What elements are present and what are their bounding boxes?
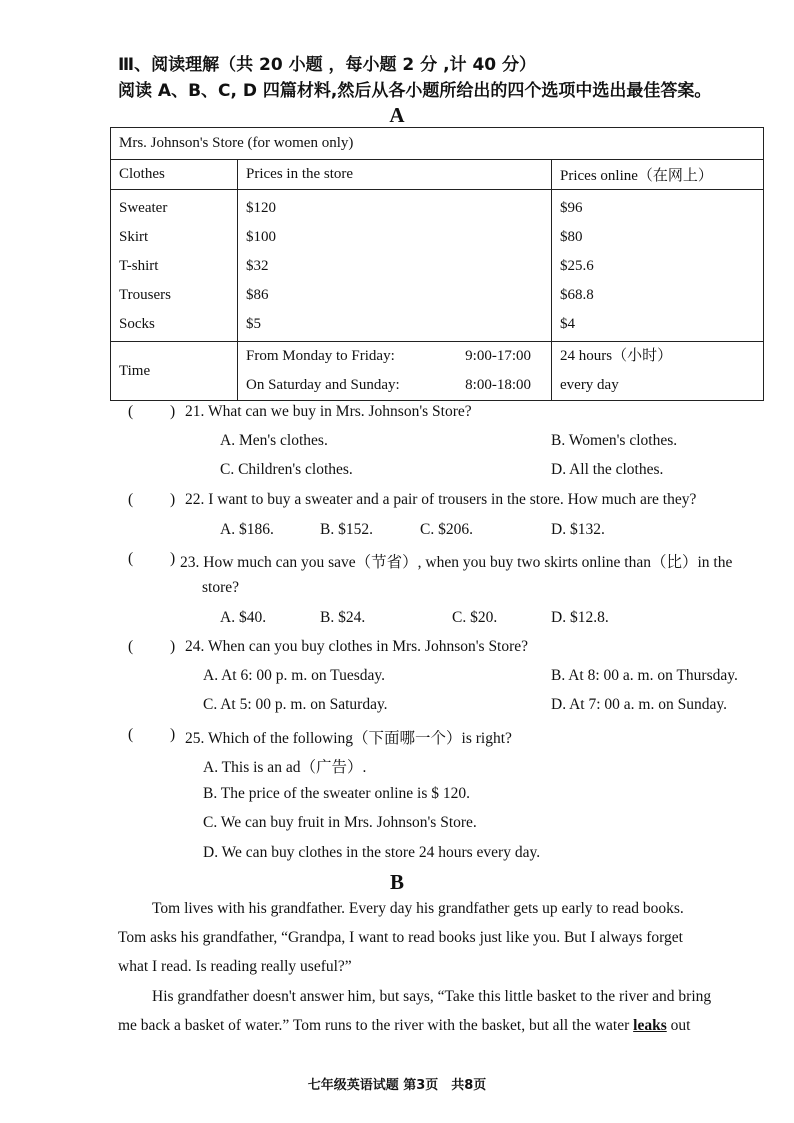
time-label: Time <box>111 342 238 401</box>
q23-option-a: A. $40. <box>220 609 267 626</box>
header-online-price: Prices online（在网上） <box>552 160 764 190</box>
passage-b-line: Tom asks his grandfather, “Grandpa, I want to read books just like you. But I always forget <box>118 929 683 946</box>
q21-option-b: B. Women's clothes. <box>551 432 678 449</box>
q24-option-c: C. At 5: 00 p. m. on Saturday. <box>203 696 388 713</box>
item-name: Trousers <box>119 287 171 303</box>
passage-b-text: me back a basket of water.” Tom runs to the river with the basket, but all the water <box>118 1017 630 1034</box>
price-table <box>110 127 764 401</box>
table-title: Mrs. Johnson's Store (for women only) <box>111 128 764 160</box>
answer-paren-open: ( <box>128 638 134 655</box>
answer-paren-close: ) <box>170 403 176 420</box>
store-price: $32 <box>246 258 269 274</box>
q25-option-a: A. This is an ad（广告）. <box>203 759 367 776</box>
q25-option-d: D. We can buy clothes in the store 24 hours every day. <box>203 844 541 861</box>
passage-b-line: His grandfather doesn't answer him, but says, “Take this little basket to the river and bring <box>152 988 712 1005</box>
weekday-times: 9:00-17:00 <box>465 348 531 364</box>
section-heading: Ⅲ、阅读理解（共 20 小题 ，每小题 2 分 ,计 40 分） <box>118 55 537 75</box>
store-prices-cell <box>238 190 552 342</box>
store-price: $5 <box>246 316 261 332</box>
q24-option-d: D. At 7: 00 a. m. on Sunday. <box>551 696 727 713</box>
online-price: $96 <box>560 200 583 216</box>
item-name: T-shirt <box>119 258 159 274</box>
answer-paren-close: ) <box>170 726 176 743</box>
header-clothes: Clothes <box>111 160 238 190</box>
question-24: 24. When can you buy clothes in Mrs. Johnson's Store? <box>185 638 529 655</box>
q24-option-b: B. At 8: 00 a. m. on Thursday. <box>551 667 738 684</box>
question-22: 22. I want to buy a sweater and a pair of trousers in the store. How much are they? <box>185 491 697 508</box>
store-price: $86 <box>246 287 269 303</box>
header-store-price: Prices in the store <box>238 160 552 190</box>
weekday-hours <box>246 342 531 371</box>
q25-option-c: C. We can buy fruit in Mrs. Johnson's Store. <box>203 814 477 831</box>
weekend-days: On Saturday and Sunday: <box>246 377 400 393</box>
weekday-days: From Monday to Friday: <box>246 348 395 364</box>
q22-option-b: B. $152. <box>320 521 373 538</box>
online-hours-cell <box>552 342 764 401</box>
item-name: Sweater <box>119 200 168 216</box>
weekend-hours <box>246 371 531 400</box>
instructions: 阅读 A、B、C, D 四篇材料,然后从各小题所给出的四个选项中选出最佳答案。 <box>118 81 712 101</box>
answer-paren-open: ( <box>128 491 134 508</box>
q22-option-c: C. $206. <box>420 521 473 538</box>
question-21: 21. What can we buy in Mrs. Johnson's Store? <box>185 403 472 420</box>
store-hours-cell <box>238 342 552 401</box>
answer-paren-close: ) <box>170 638 176 655</box>
answer-paren-open: ( <box>128 403 134 420</box>
passage-a-letter: A <box>389 103 405 127</box>
online-hours: 24 hours（小时） <box>560 348 673 364</box>
question-25: 25. Which of the following（下面哪一个）is right? <box>185 730 512 747</box>
q22-option-d: D. $132. <box>551 521 605 538</box>
answer-paren-close: ) <box>170 491 176 508</box>
q22-option-a: A. $186. <box>220 521 274 538</box>
store-price: $120 <box>246 200 276 216</box>
item-name: Socks <box>119 316 155 332</box>
q21-option-d: D. All the clothes. <box>551 461 664 478</box>
items-cell <box>111 190 238 342</box>
page-footer: 七年级英语试题 第3页 共8页 <box>307 1078 487 1093</box>
passage-b-letter: B <box>389 870 404 894</box>
answer-paren-open: ( <box>128 550 134 567</box>
q23-option-b: B. $24. <box>320 609 366 626</box>
passage-b-line: what I read. Is reading really useful?” <box>118 958 352 975</box>
q24-option-a: A. At 6: 00 p. m. on Tuesday. <box>203 667 386 684</box>
q23-option-d: D. $12.8. <box>551 609 609 626</box>
item-name: Skirt <box>119 229 149 245</box>
online-days: every day <box>560 377 619 393</box>
online-price: $4 <box>560 316 575 332</box>
store-price: $100 <box>246 229 276 245</box>
answer-paren-close: ) <box>170 550 176 567</box>
vocab-emphasis: leaks <box>633 1017 667 1034</box>
answer-paren-open: ( <box>128 726 134 743</box>
passage-b-tail: out <box>670 1017 691 1034</box>
passage-b-line <box>118 1017 690 1035</box>
q21-option-c: C. Children's clothes. <box>220 461 353 478</box>
question-23: 23. How much can you save（节省）, when you buy two skirts online than（比）in the <box>180 554 733 571</box>
weekend-times: 8:00-18:00 <box>465 377 531 393</box>
online-prices-cell <box>552 190 764 342</box>
passage-b-line: Tom lives with his grandfather. Every day his grandfather gets up early to read books. <box>152 900 684 917</box>
online-price: $80 <box>560 229 583 245</box>
online-price: $25.6 <box>560 258 594 274</box>
q21-option-a: A. Men's clothes. <box>220 432 328 449</box>
q23-option-c: C. $20. <box>452 609 498 626</box>
online-price: $68.8 <box>560 287 594 303</box>
question-23-continued: store? <box>202 579 240 596</box>
q25-option-b: B. The price of the sweater online is $ 120. <box>203 785 471 802</box>
